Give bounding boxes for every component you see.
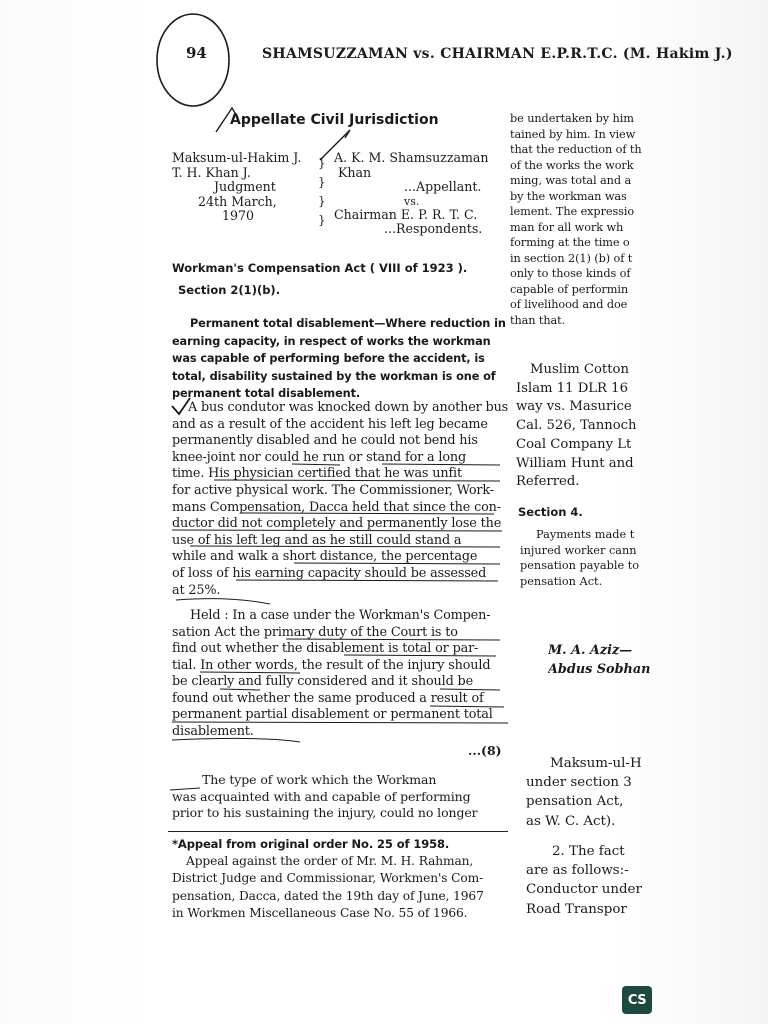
right-line: in section 2(1) (b) of t	[510, 251, 633, 265]
judgment-line: Maksum-ul-H	[550, 756, 642, 771]
underline-mark	[294, 563, 500, 564]
page-number-circle-mark	[157, 14, 229, 106]
underline-mark	[172, 738, 300, 742]
respondent-label: ...Respondents.	[384, 221, 483, 237]
section-4-line: Payments made t	[536, 528, 635, 541]
right-line: capable of performin	[510, 282, 629, 296]
facts-line: A bus condutor was knocked down by another bus	[188, 400, 509, 415]
held-line: find out whether the disablement is total or par-	[172, 641, 479, 656]
held-line: disablement.	[172, 723, 254, 739]
appellant-label: ...Appellant.	[404, 179, 482, 195]
section-4-line: injured worker cann	[520, 543, 637, 557]
underline-mark	[214, 480, 500, 481]
right-line: ming, was total and a	[510, 174, 632, 187]
slash-mark-2	[320, 130, 350, 160]
running-title: SHAMSUZZAMAN vs. CHAIRMAN E.P.R.T.C. (M. Hakim J.)	[262, 46, 733, 62]
footnote-line: Appeal against the order of Mr. M. H. Rahman,	[186, 854, 474, 869]
citation-line: Referred.	[516, 474, 580, 490]
headnote-line: Permanent total disablement—Where reduction in	[190, 317, 506, 330]
underline-mark	[200, 672, 300, 673]
underline-mark	[236, 580, 498, 581]
dash-mark	[170, 788, 200, 790]
underline-mark	[286, 639, 500, 640]
appellant-name: A. K. M. Shamsuzzaman	[334, 150, 489, 165]
headnote-line: was capable of performing before the accident, is	[172, 352, 485, 366]
underline-mark	[344, 655, 496, 656]
para2-line: Conductor under	[526, 882, 642, 898]
jurisdiction-title: Appellate Civil Jurisdiction	[230, 112, 439, 128]
facts-line: and as a result of the accident his left leg became	[172, 416, 488, 432]
citation-line: Islam 11 DLR 16	[516, 380, 628, 396]
appellant-name-cont: Khan	[338, 164, 372, 180]
citation-line: Cal. 526, Tannoch	[516, 418, 637, 434]
section-4-heading: Section 4.	[518, 505, 583, 519]
facts-line: permanently disabled and he could not bend his	[172, 433, 478, 449]
underline-mark	[190, 546, 500, 547]
citation-line: Coal Company Lt	[516, 436, 632, 452]
judge-line: T. H. Khan J.	[172, 164, 251, 180]
held-line: tial. In other words, the result of the injury should	[172, 657, 491, 673]
underline-mark	[176, 599, 270, 604]
page-number: 94	[186, 44, 207, 62]
right-line: be undertaken by him	[510, 112, 634, 125]
respondent-name: Chairman E. P. R. T. C.	[334, 206, 478, 222]
right-line: that the reduction of th	[510, 143, 642, 156]
footnote-line: in Workmen Miscellaneous Case No. 55 of 1966.	[172, 905, 468, 920]
held-line: permanent partial disablement or permanent total	[172, 707, 493, 722]
right-line: only to those kinds of	[510, 267, 631, 280]
paragraph-reference: ...(8)	[468, 743, 502, 758]
facts-line: knee-joint nor could he run or stand for a long	[172, 449, 467, 465]
brace-mark: } } } }	[318, 156, 326, 227]
headnote-line: total, disability sustained by the workman is one of	[172, 369, 496, 383]
type-line: was acquainted with and capable of performing	[172, 788, 471, 804]
underline-mark	[220, 689, 500, 690]
facts-line: at 25%.	[172, 582, 221, 598]
para2-line: 2. The fact	[552, 844, 625, 859]
held-line: Held : In a case under the Workman's Compen-	[190, 608, 491, 623]
section-reference: Section 2(1)(b).	[178, 283, 281, 297]
versus-label: vs.	[404, 194, 420, 208]
right-line: than that.	[510, 313, 566, 327]
facts-line: for active physical work. The Commissioner, Work-	[172, 482, 494, 498]
judgment-label: Judgment	[214, 179, 276, 195]
act-title: Workman's Compensation Act ( VIII of 1923 ).	[172, 261, 468, 275]
para2-line: are as follows:-	[526, 863, 629, 879]
para2-line: Road Transpor	[526, 901, 627, 917]
section-4-line: pensation payable to	[520, 559, 640, 572]
right-line: forming at the time o	[510, 236, 630, 249]
judge-line: Maksum-ul-Hakim J.	[172, 150, 302, 165]
camscanner-logo-icon	[622, 986, 652, 1014]
facts-line: mans Compensation, Dacca held that since the con-	[172, 499, 501, 515]
facts-line: of loss of his earning capacity should be assessed	[172, 565, 487, 581]
judgment-line: as W. C. Act).	[526, 813, 616, 829]
judgment-year: 1970	[222, 208, 255, 224]
underline-mark	[430, 706, 504, 707]
right-line: lement. The expressio	[510, 205, 635, 218]
type-line: The type of work which the Workman	[202, 772, 437, 787]
facts-line: time. His physician certified that he was unfit	[172, 466, 462, 482]
judgment-line: under section 3	[526, 775, 632, 791]
facts-line: while and walk a short distance, the percentage	[172, 549, 478, 565]
logo-label: CS	[627, 992, 647, 1008]
facts-line: ductor did not completely and permanently lose the	[172, 516, 502, 532]
footnote-line: *Appeal from original order No. 25 of 1958.	[172, 837, 450, 851]
judgment-line: pensation Act,	[526, 794, 624, 810]
footnote-line: pensation, Dacca, dated the 19th day of June, 1967	[172, 888, 484, 903]
judgment-date: 24th March,	[198, 193, 277, 209]
right-line: man for all work wh	[510, 220, 624, 234]
footnote-line: District Judge and Commissionar, Workmen's Com-	[172, 871, 484, 886]
underline-mark	[292, 464, 500, 465]
type-line: prior to his sustaining the injury, could no longer	[172, 805, 478, 820]
citation-line: William Hunt and	[516, 455, 634, 471]
counsel-line: Abdus Sobhan	[548, 662, 650, 677]
right-line: by the workman was	[510, 189, 627, 203]
counsel-line: M. A. Aziz—	[548, 643, 633, 658]
headnote-line: permanent total disablement.	[172, 387, 361, 401]
underline-mark	[172, 530, 502, 531]
held-line: found out whether the same produced a result of	[172, 690, 484, 706]
headnote-line: earning capacity, in respect of works the workman	[172, 334, 491, 348]
citation-line: Muslim Cotton	[530, 362, 629, 377]
right-line: tained by him. In view	[510, 127, 636, 141]
underline-mark	[172, 722, 508, 723]
underline-mark	[240, 513, 494, 514]
held-line: sation Act the primary duty of the Court is to	[172, 624, 458, 640]
right-line: of livelihood and doe	[510, 298, 628, 311]
citation-line: way vs. Masurice	[516, 399, 632, 415]
right-line: of the works the work	[510, 158, 634, 172]
section-4-line: pensation Act.	[520, 574, 603, 588]
held-line: be clearly and fully considered and it should be	[172, 674, 473, 689]
tick-mark-icon	[172, 398, 190, 414]
facts-line: use of his left leg and as he still could stand a	[172, 532, 462, 548]
slash-mark	[216, 108, 238, 132]
